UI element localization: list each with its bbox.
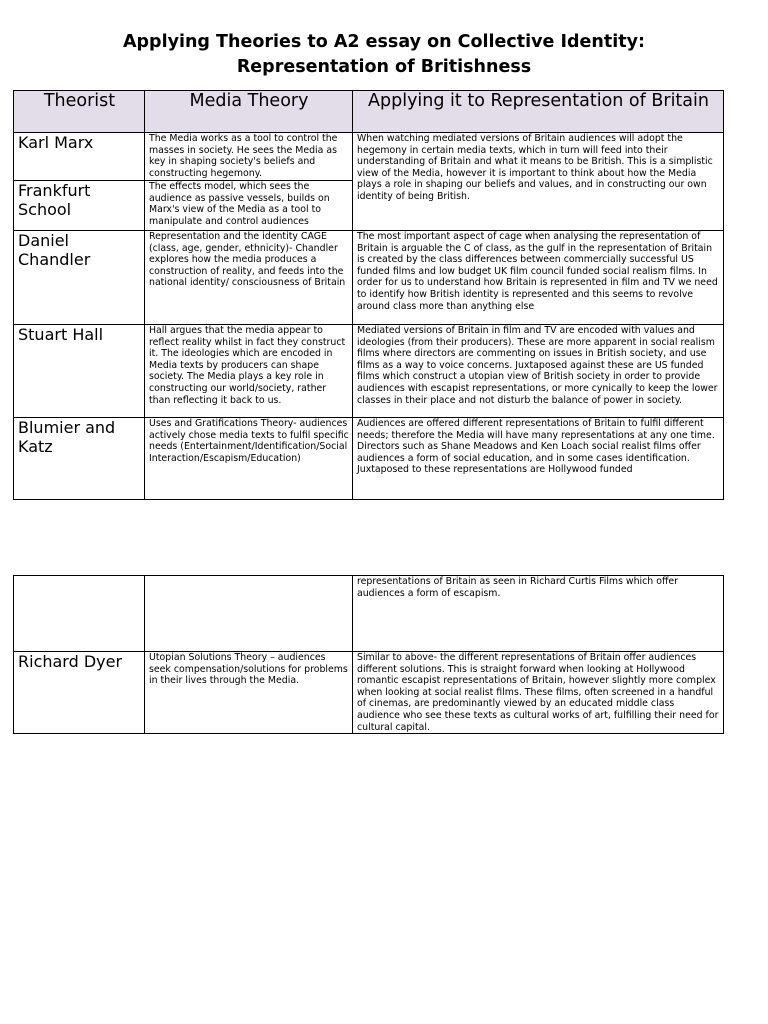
title-line-2: Representation of Britishness: [236, 57, 532, 77]
theory-table-continued: [13, 575, 724, 734]
table-row: [14, 133, 724, 181]
theorist-cell: Blumier and Katz: [14, 418, 145, 500]
theory-cell: Utopian Solutions Theory – audiences seek compensation/solutions for problems in their lives through the Media.: [145, 652, 353, 734]
header-applying: Applying it to Representation of Britain: [353, 91, 724, 133]
theory-cell: [145, 576, 353, 652]
table-row: [14, 418, 724, 500]
theorist-cell: Frankfurt School: [14, 181, 145, 231]
theorist-cell: Stuart Hall: [14, 325, 145, 418]
table-row: [14, 231, 724, 325]
theory-table: [13, 90, 724, 500]
applying-cell: The most important aspect of cage when analysing the representation of Britain is arguable the C of class, as the gulf in the representation of Britain is created by the class differences between commercially successful US funded films and low budget UK film council funded social realism films. In order for us to understand how Britain is represented in film and TV we need to identify how British identity is represented and this seems to revolve around class more than anything else: [353, 231, 724, 325]
header-media-theory: Media Theory: [145, 91, 353, 133]
applying-cell: Audiences are offered different representations of Britain to fulfil different needs; therefore the Media will have many representations at any one time. Directors such as Shane Meadows and Ken Loach social realist films offer audiences a form of social education, and in some cases identification. Juxtaposed to these representations are Hollywood funded: [353, 418, 724, 500]
table-row: [14, 325, 724, 418]
theory-cell: The Media works as a tool to control the masses in society. He sees the Media as key in shaping society's beliefs and constructing hegemony.: [145, 133, 353, 181]
header-row: [14, 91, 724, 133]
applying-cell: Mediated versions of Britain in film and TV are encoded with values and ideologies (from their producers). These are more apparent in social realism films where directors are commenting on issues in British society, and use films as a way to voice concerns. Juxtaposed against these are US funded films which construct a utopian view of British society in order to provide audiences with escapist representations, or more cynically to keep the lower classes in their place and not disturb the balance of power in society.: [353, 325, 724, 418]
table-row: [14, 652, 724, 734]
theorist-cell: Richard Dyer: [14, 652, 145, 734]
document-title: [0, 30, 768, 80]
theory-cell: Uses and Gratifications Theory- audiences actively chose media texts to fulfil specific needs (Entertainment/Identification/Social Interaction/Escapism/Education): [145, 418, 353, 500]
applying-cell: Similar to above- the different representations of Britain offer audiences different solutions. This is straight forward when looking at Hollywood romantic escapist representations of Britain, however slightly more complex when looking at social realist films. These films, often screened in a handful of cinemas, are predominantly viewed by an educated middle class audience who see these texts as cultural works of art, fulfilling their need for cultural capital.: [353, 652, 724, 734]
theorist-cell: Daniel Chandler: [14, 231, 145, 325]
theory-cell: Representation and the identity CAGE (class, age, gender, ethnicity)- Chandler explores how the media produces a construction of reality, and feeds into the national identity/ consciousness of Britain: [145, 231, 353, 325]
theory-cell: The effects model, which sees the audience as passive vessels, builds on Marx's view of the Media as a tool to manipulate and control audiences: [145, 181, 353, 231]
applying-cell: representations of Britain as seen in Richard Curtis Films which offer audiences a form of escapism.: [353, 576, 724, 652]
theory-cell: Hall argues that the media appear to reflect reality whilst in fact they construct it. The ideologies which are encoded in Media texts by producers can shape society. The Media plays a key role in constructing our world/society, rather than reflecting it back to us.: [145, 325, 353, 418]
theorist-cell: [14, 576, 145, 652]
applying-cell: When watching mediated versions of Britain audiences will adopt the hegemony in certain media texts, which in turn will feed into their understanding of Britain and what it means to be British. This is a simplistic view of the Media, however it is important to think about how the Media plays a role in shaping our beliefs and values, and in constructing our own identity of being British.: [353, 133, 724, 231]
theorist-cell: Karl Marx: [14, 133, 145, 181]
header-theorist: Theorist: [14, 91, 145, 133]
table-row: [14, 576, 724, 652]
title-line-1: Applying Theories to A2 essay on Collective Identity:: [122, 32, 646, 52]
